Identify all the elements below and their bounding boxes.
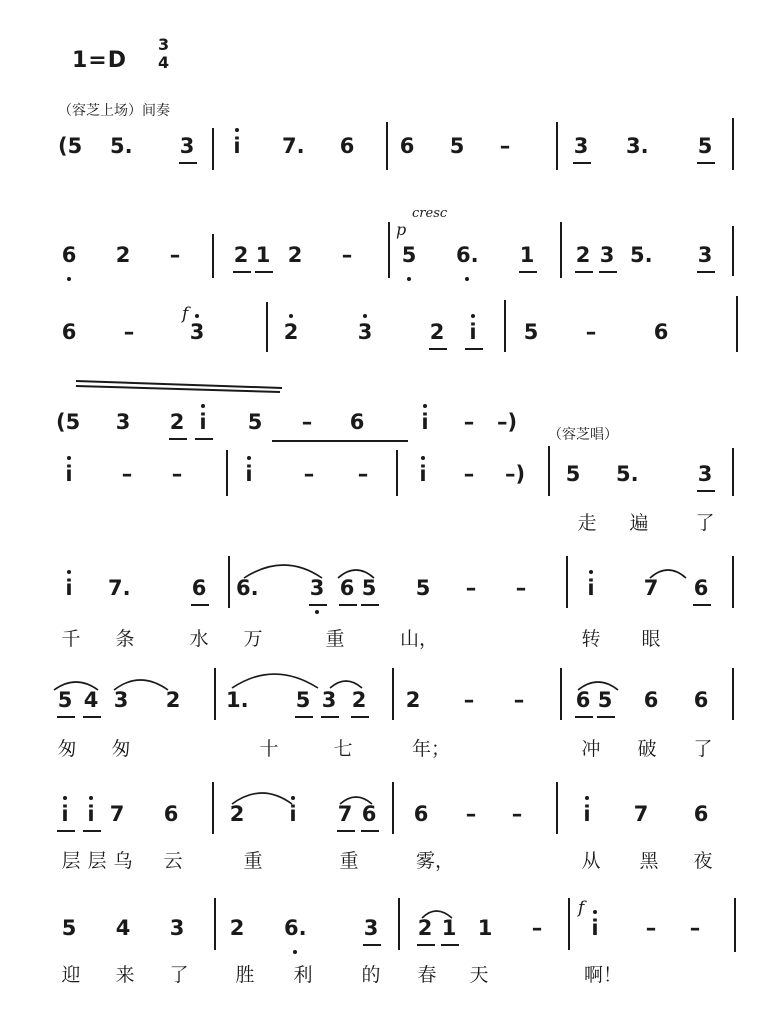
note: 4 xyxy=(115,916,131,940)
note: – xyxy=(341,243,353,267)
note: i xyxy=(65,576,73,600)
note: 5 xyxy=(415,576,431,600)
note: 3 xyxy=(115,410,131,434)
note: 5 xyxy=(361,576,377,600)
note: 3 xyxy=(179,134,195,158)
lyric-char: 水 xyxy=(189,628,209,650)
lyric-char: 冲 xyxy=(581,738,601,760)
note: (5 xyxy=(56,410,81,434)
lyric-char: 雾， xyxy=(416,850,455,872)
note: 2 xyxy=(575,243,591,267)
lyric-char: 利 xyxy=(293,964,313,986)
note: 5 xyxy=(697,134,713,158)
note: –) xyxy=(504,462,526,486)
note: 2 xyxy=(287,243,303,267)
lyric-char: 迎 xyxy=(61,964,81,986)
note: 2 xyxy=(165,688,181,712)
note: 2 xyxy=(429,320,445,344)
slur xyxy=(340,797,372,804)
note: 7. xyxy=(108,576,131,600)
note: 2 xyxy=(283,320,299,344)
lyric-char: 遍 xyxy=(629,512,649,534)
lyric-char: 千 xyxy=(61,628,81,650)
slur xyxy=(650,570,686,578)
key-signature: 1=D xyxy=(72,48,128,73)
note: 2 xyxy=(233,243,249,267)
note: 3 xyxy=(357,320,373,344)
singer-label: （容芝唱） xyxy=(548,427,618,443)
note: – xyxy=(511,802,523,826)
note: –) xyxy=(496,410,518,434)
note: 6 xyxy=(693,576,709,600)
lyric-char: 层 xyxy=(87,850,107,872)
note: 1 xyxy=(519,243,535,267)
slur xyxy=(330,681,362,688)
note: 6 xyxy=(61,320,77,344)
note: i xyxy=(61,802,69,826)
lyric-char: 乌 xyxy=(113,850,133,872)
lyric-char: 破 xyxy=(637,738,657,760)
lyric-char: 匆 xyxy=(57,738,77,760)
lyric-char: 来 xyxy=(115,964,135,986)
lyric-char: 万 xyxy=(243,628,263,650)
note: 5 xyxy=(57,688,73,712)
lyric-char: 山， xyxy=(400,628,439,650)
lyric-char: 黑 xyxy=(639,850,659,872)
slur xyxy=(422,911,452,918)
note: 3 xyxy=(321,688,337,712)
note: – xyxy=(169,243,181,267)
slur xyxy=(54,682,98,690)
note: 2 xyxy=(405,688,421,712)
note: – xyxy=(463,410,475,434)
note: 6 xyxy=(693,688,709,712)
lyric-char: 眼 xyxy=(641,628,661,650)
note: – xyxy=(301,410,313,434)
note: – xyxy=(463,462,475,486)
note: i xyxy=(245,462,253,486)
slur xyxy=(244,565,322,578)
note: 2 xyxy=(351,688,367,712)
note: 2 xyxy=(417,916,433,940)
note: – xyxy=(463,688,475,712)
note: – xyxy=(121,462,133,486)
note: – xyxy=(303,462,315,486)
note: 3. xyxy=(626,134,649,158)
note: 6 xyxy=(693,802,709,826)
lyric-char: 的 xyxy=(361,964,381,986)
note: 2 xyxy=(229,916,245,940)
lyric-char: 匆 xyxy=(111,738,131,760)
lyric-char: 胜 xyxy=(235,964,255,986)
note: 3 xyxy=(697,243,713,267)
note: – xyxy=(689,916,701,940)
note: 1 xyxy=(441,916,457,940)
note: – xyxy=(499,134,511,158)
note: i xyxy=(419,462,427,486)
note: 4 xyxy=(83,688,99,712)
note: 6 xyxy=(653,320,669,344)
note: 3 xyxy=(169,916,185,940)
note: – xyxy=(515,576,527,600)
note: 6 xyxy=(643,688,659,712)
note: 1 xyxy=(477,916,493,940)
lyric-char: 走 xyxy=(577,512,597,534)
slur xyxy=(578,682,618,690)
note: i xyxy=(583,802,591,826)
lyric-char: 春 xyxy=(417,964,437,986)
slur xyxy=(232,674,318,688)
lyric-char: 了 xyxy=(695,512,715,534)
lyric-char: 层 xyxy=(61,850,81,872)
note: (5 xyxy=(58,134,83,158)
note: 5. xyxy=(630,243,653,267)
note: 6 xyxy=(339,576,355,600)
slur xyxy=(232,793,292,804)
lyric-char: 从 xyxy=(581,850,601,872)
note: 7 xyxy=(109,802,125,826)
note: 6 xyxy=(399,134,415,158)
note: 1. xyxy=(226,688,249,712)
note: – xyxy=(585,320,597,344)
note: – xyxy=(645,916,657,940)
note: 5 xyxy=(401,243,417,267)
note: 6 xyxy=(349,410,365,434)
lyric-char: 重 xyxy=(325,628,345,650)
note: – xyxy=(513,688,525,712)
note: 2 xyxy=(115,243,131,267)
lyric-char: 转 xyxy=(581,628,601,650)
note: 6 xyxy=(163,802,179,826)
lyric-char: 重 xyxy=(243,850,263,872)
time-signature-bottom: 4 xyxy=(158,53,170,72)
note: i xyxy=(233,134,241,158)
note: – xyxy=(357,462,369,486)
lyric-char: 七 xyxy=(333,738,353,760)
cresc-mark: cresc xyxy=(412,206,448,221)
note: 6 xyxy=(339,134,355,158)
note: 6 xyxy=(413,802,429,826)
note: 3 xyxy=(113,688,129,712)
note: 7 xyxy=(633,802,649,826)
lyric-char: 了 xyxy=(169,964,189,986)
note: 3 xyxy=(697,462,713,486)
note: 2 xyxy=(169,410,185,434)
time-signature-top: 3 xyxy=(158,35,170,54)
lyric-char: 了 xyxy=(693,738,713,760)
forte-mark-2: f xyxy=(578,898,585,918)
note: 5. xyxy=(110,134,133,158)
note: – xyxy=(465,576,477,600)
note: 6 xyxy=(191,576,207,600)
note: i xyxy=(591,916,599,940)
lyric-char: 十 xyxy=(259,738,279,760)
note: i xyxy=(65,462,73,486)
lyric-char: 云 xyxy=(163,850,183,872)
note: 5 xyxy=(565,462,581,486)
note: 7 xyxy=(337,802,353,826)
note: 5. xyxy=(616,462,639,486)
note: 5 xyxy=(247,410,263,434)
lyric-char: 重 xyxy=(339,850,359,872)
note: 5 xyxy=(295,688,311,712)
note: 5 xyxy=(597,688,613,712)
lyric-char: 条 xyxy=(115,628,135,650)
note: 6. xyxy=(456,243,479,267)
note: 3 xyxy=(573,134,589,158)
note: i xyxy=(421,410,429,434)
lyric-char: 夜 xyxy=(693,850,713,872)
note: i xyxy=(289,802,297,826)
note: 3 xyxy=(309,576,325,600)
note: 7. xyxy=(282,134,305,158)
note: i xyxy=(587,576,595,600)
note: 6 xyxy=(361,802,377,826)
note: 1 xyxy=(255,243,271,267)
note: 5 xyxy=(61,916,77,940)
note: – xyxy=(123,320,135,344)
note: 6 xyxy=(575,688,591,712)
slur xyxy=(338,570,374,578)
note: – xyxy=(465,802,477,826)
note: 6 xyxy=(61,243,77,267)
note: 6. xyxy=(284,916,307,940)
note: i xyxy=(199,410,207,434)
intro-label: （容芝上场）间奏 xyxy=(58,103,170,119)
note: 3 xyxy=(363,916,379,940)
slur xyxy=(114,680,168,690)
lyric-char: 天 xyxy=(469,964,489,986)
note: 2 xyxy=(229,802,245,826)
note: 5 xyxy=(449,134,465,158)
note: i xyxy=(469,320,477,344)
lyric-char: 啊！ xyxy=(584,964,623,986)
forte-mark: f xyxy=(182,304,189,324)
piano-mark: p xyxy=(396,220,407,239)
note: 5 xyxy=(523,320,539,344)
note: 6. xyxy=(236,576,259,600)
note: 3 xyxy=(599,243,615,267)
note: 7 xyxy=(643,576,659,600)
lyric-char: 年； xyxy=(412,738,451,760)
note: i xyxy=(87,802,95,826)
note: 3 xyxy=(189,320,205,344)
note: – xyxy=(531,916,543,940)
note: – xyxy=(171,462,183,486)
